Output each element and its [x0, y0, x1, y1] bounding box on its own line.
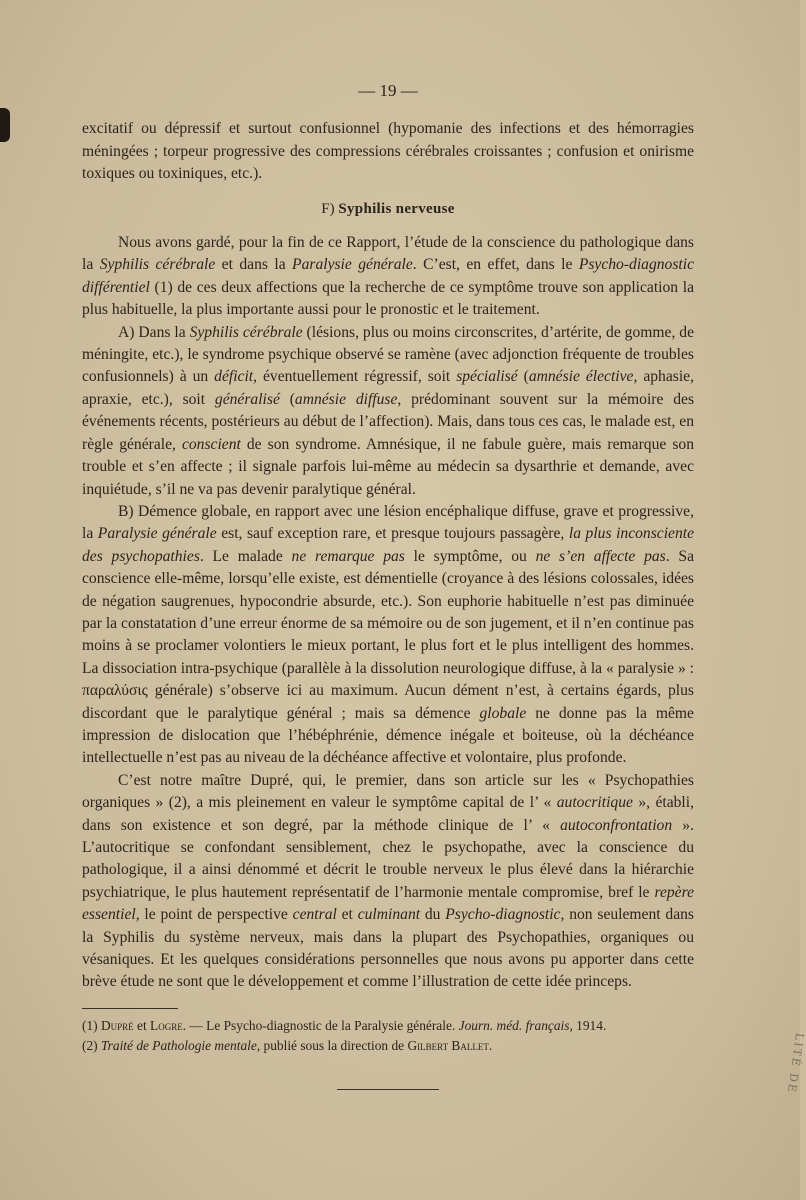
footnote-1: (1) Dupré et Logre. — Le Psycho-diagnostic de la Paralysie générale. Journ. méd. français, 1914. — [82, 1017, 607, 1033]
paragraph-1: Nous avons gardé, pour la fin de ce Rapport, l’étude de la conscience du pathologique dans la Syphilis cérébrale et dans la Paralysie générale. C’est, en effet, dans le Psycho-diagnostic différentiel (1) de ces deux affections que la recherche de ce symptôme trouve son application la plus habituelle, la plus importante aussi pour le pronostic et le traitement. — [82, 234, 695, 319]
library-stamp: LITÉ DE — [784, 1032, 806, 1095]
paragraph-3: B) Démence globale, en rapport avec une lésion encéphalique diffuse, grave et progressive, la Paralysie générale est, sauf exception rare, et presque toujours passagère, la plus inconsciente des psychopathies. Le malade ne remarque pas le symptôme, ou ne s’en affecte pas. Sa conscience elle-même, lorsqu’elle existe, est démentielle (croyance à des lésions colossales, idées de négation saugrenues, hypocondrie absurde, etc.). Son euphorie habituelle n’est pas diminuée par la constatation d’une erreur énorme de sa mémoire ou de son jugement, et il n’en continue pas moins à se proclamer volontiers le mieux portant, le plus fort et le plus intelligent des hommes. La dissociation intra-psychique (parallèle à la dissolution neurologique diffuse, à la « paralysie » : παραλύσις générale) s’observe ici au maximum. Aucun dément n’est, à certains égards, plus discordant que le paralytique général ; mais sa démence globale ne donne pas la même impression de dislocation que l’hébéphrénie, démence inégale et boiteuse, où la déchéance intellectuelle n’est pas au niveau de la déchéance affective et volontaire, plus profonde. — [82, 502, 695, 767]
footnote-2: (2) Traité de Pathologie mentale, publié sous la direction de Gilbert Ballet. — [82, 1037, 493, 1053]
section-heading — [82, 198, 694, 220]
document-body — [82, 80, 694, 1090]
footnotes — [82, 1017, 694, 1055]
page-number: — 19 — — [358, 81, 418, 100]
section-letter: F) — [321, 200, 335, 217]
section-title: Syphilis nerveuse — [338, 200, 455, 217]
binding-mark — [0, 108, 10, 142]
end-rule — [337, 1089, 439, 1090]
paragraph-2: A) Dans la Syphilis cérébrale (lésions, plus ou moins circonscrites, d’artérite, de gomme, de méningite, etc.), le syndrome psychique observé se ramène (avec adjonction fréquente de troubles confusionnels) à un déficit, éventuellement régressif, soit spécialisé (amnésie élective, aphasie, apraxie, etc.), soit généralisé (amnésie diffuse, prédominant souvent sur la mémoire des événements récents, postérieurs au début de l’affection). Mais, dans tous ces cas, le malade est, en règle générale, conscient de son syndrome. Amnésique, il ne fabule guère, mais remarque son trouble et s’en affecte ; il signale parfois lui-même au médecin sa dysarthrie et demande, avec inquiétude, s’il ne va pas devenir paralytique général. — [82, 323, 695, 498]
footnote-separator — [82, 1008, 178, 1009]
intro-paragraph: excitatif ou dépressif et surtout confusionnel (hypomanie des infections et des hémorragies méningées ; torpeur progressive des compressions cérébrales croissantes ; confusion et onirisme toxiques ou toxiniques, etc.). — [82, 120, 694, 183]
paragraph-4: C’est notre maître Dupré, qui, le premier, dans son article sur les « Psychopathies organiques » (2), a mis pleinement en valeur le symptôme capital de l’ « autocritique », établi, dans son existence et son degré, par la méthode clinique de l’ « autoconfrontation ». L’autocritique se confondant sensiblement, chez le psychopathe, avec la conscience du pathologique, il a ainsi dénommé et décrit le trouble nerveux le plus élevé dans la hiérarchie psychiatrique, le plus hautement représentatif de l’harmonie mentale compromise, bref le repère essentiel, le point de perspective central et culminant du Psycho-diagnostic, non seulement dans la Syphilis du système nerveux, mais dans la plupart des Psychopathies, organiques ou vésaniques. Et les quelques considérations personnelles que nous avons pu apporter dans cette brève étude ne sont que le développement et comme l’illustration de cette idée princeps. — [82, 771, 695, 991]
